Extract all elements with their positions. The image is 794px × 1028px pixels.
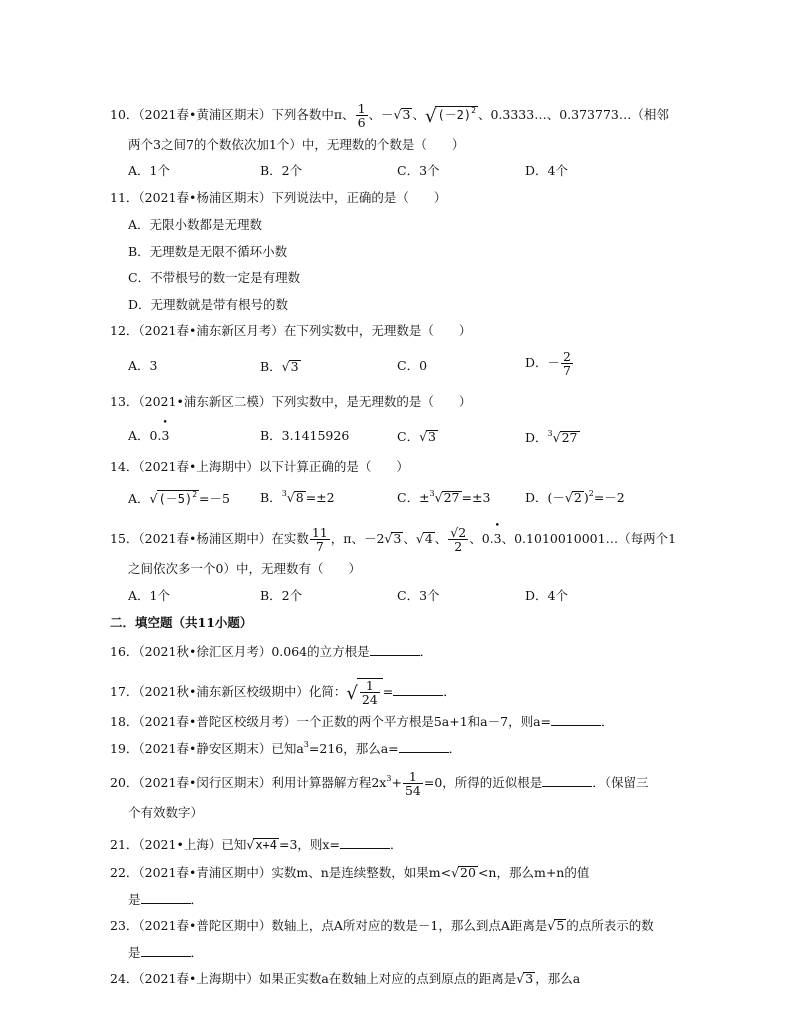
question-source: （2021春•闵行区期末） <box>138 775 272 791</box>
option-d: D．4个 <box>525 588 568 603</box>
answer-blank <box>141 945 191 957</box>
question-17: 17．（2021秋•浦东新区校级期中）化简：√ $\frac{1}{24}$ = ． <box>110 678 456 708</box>
question-15: 15．（2021春•杨浦区期中）在实数 $\frac{11}{7}$ ，π、－2√3 、√4 、 $\frac{√2}{2}$ 、0.• 3、0.1010010001…（每两个1 <box>110 526 676 553</box>
question-11 <box>110 192 446 205</box>
question-source: （2021春•普陀区校级月考） <box>138 714 297 729</box>
question-stem: 下列实数中，是无理数的是（ ） <box>271 394 472 409</box>
option-c: C．3个 <box>397 163 440 178</box>
question-23: 23．（2021春•普陀区期中）数轴上，点A所对应的数是－1，那么到点A距离是√5 的点所表示的数 <box>110 918 654 933</box>
question-24: 24．（2021春•上海期中）如果正实数a在数轴上对应的点到原点的距离是√3 ，那么a <box>110 971 581 986</box>
option-c: C．不带根号的数一定是有理数 <box>128 270 301 285</box>
question-16: 16．（2021秋•徐汇区月考）0.064的立方根是 ． <box>110 644 433 659</box>
option-d: D．4个 <box>525 163 568 178</box>
option-d: D．$^3$√27 <box>525 429 578 445</box>
question-18: 18．（2021春•普陀区校级月考）一个正数的两个平方根是5a+1和a－7，则a= ． <box>110 714 614 729</box>
question-10: 10．（2021春•黄浦区期末）下列各数中π、 $\frac{1}{6}$ 、－√3 、$√(-2)^2$ 、0.3333…、0.373773…（相邻 <box>110 101 669 131</box>
question-number: 11． <box>110 190 139 205</box>
question-number: 10． <box>110 107 139 123</box>
option-b: B．2个 <box>260 163 303 178</box>
option-c: C．±$^3$√27 =±3 <box>397 489 491 505</box>
option-c: C．3个 <box>397 588 440 603</box>
question-source: （2021秋•徐汇区月考） <box>138 644 272 659</box>
option-a: A．1个 <box>128 588 170 603</box>
section-heading: 二．填空题（共11小题） <box>110 615 253 630</box>
option-c: C．√3 <box>397 429 436 444</box>
question-number: 13． <box>110 394 139 409</box>
fraction: $\frac{√2}{2}$ <box>450 525 467 555</box>
radical: －√ <box>381 107 402 123</box>
question-source: （2021春•静安区期末） <box>138 741 272 756</box>
question-20-line2: 个有效数字） <box>128 805 204 820</box>
question-22: 22．（2021春•青浦区期中）实数m、n是连续整数，如果m<√20 <n，那么m+n的值 <box>110 865 590 880</box>
answer-blank <box>141 892 191 904</box>
question-source: （2021•浦东新区二模） <box>138 394 272 409</box>
question-source: （2021秋•浦东新区校级期中） <box>138 684 309 700</box>
option-b: B．2个 <box>260 588 303 603</box>
question-source: （2021春•浦东新区月考） <box>138 323 284 338</box>
fraction: $\frac{1}{6}$ <box>357 101 366 131</box>
question-source: （2021春•杨浦区期末） <box>138 190 272 205</box>
option-c: C．0 <box>397 358 428 373</box>
question-source: （2021春•杨浦区期中） <box>138 531 272 547</box>
question-23-line2: 是 ． <box>128 945 204 960</box>
question-15-line2: 之间依次多一个0）中，无理数有（ ） <box>128 561 361 576</box>
option-d: D．(－√2 )$^2$=－2 <box>525 489 625 505</box>
option-a: A．无限小数都是无理数 <box>128 217 263 232</box>
question-source: （2021•上海） <box>138 837 222 852</box>
answer-blank <box>542 775 592 787</box>
radicand: 3 <box>402 107 411 123</box>
question-14 <box>110 461 409 474</box>
option-b: B．3.1415926 <box>260 428 350 443</box>
answer-blank <box>399 741 449 753</box>
option-b: B．√3 <box>260 359 299 374</box>
option-a: A．1个 <box>128 163 170 178</box>
question-number: 12． <box>110 323 139 338</box>
question-source: （2021春•青浦区期中） <box>138 865 272 880</box>
option-d: D．－ $\frac{2}{7}$ <box>525 349 571 379</box>
question-source: （2021春•黄浦区期末） <box>138 107 272 123</box>
question-21: 21．（2021•上海）已知√x+4 =3，则x= ． <box>110 837 403 852</box>
question-12 <box>110 325 471 338</box>
question-13 <box>110 396 471 409</box>
question-stem: 下列说法中，正确的是（ ） <box>271 190 447 205</box>
radicand: $(-2)^2$ <box>437 106 476 123</box>
answer-blank <box>340 837 390 849</box>
question-source: （2021春•上海期中） <box>138 971 259 986</box>
question-source: （2021春•普陀区期中） <box>138 918 272 933</box>
question-stem: 下列各数中π、 <box>271 107 355 123</box>
option-b: B．$^3$√8 =±2 <box>260 489 335 505</box>
option-a: A．3 <box>128 358 158 373</box>
answer-blank <box>393 684 443 696</box>
question-22-line2: 是 ． <box>128 892 204 907</box>
question-stem: 以下计算正确的是（ ） <box>258 459 409 474</box>
question-20: 20．（2021春•闵行区期末）利用计算器解方程$2x^3+$ $\frac{1}{54}$ =0，所得的近似根是 ．（保留三 <box>110 769 649 799</box>
question-stem: 在下列实数中，无理数是（ ） <box>283 323 472 338</box>
answer-blank <box>370 644 420 656</box>
question-19: 19．（2021春•静安区期末）已知$a^3=216$，那么a= ． <box>110 740 462 756</box>
answer-blank <box>551 714 601 726</box>
option-a: A．0.• 3 <box>128 430 169 443</box>
option-a: A．$√(-5)^2 =-5$ <box>128 490 230 506</box>
option-b: B．无理数是无限不循环小数 <box>128 244 288 259</box>
question-number: 15． <box>110 531 139 547</box>
question-10-line2: 两个3之间7的个数依次加1个）中，无理数的个数是（ ） <box>128 137 465 152</box>
question-number: 14． <box>110 459 139 474</box>
option-d: D．无理数就是带有根号的数 <box>128 297 289 312</box>
question-source: （2021春•上海期中） <box>138 459 259 474</box>
radical-sign: √ <box>424 106 437 128</box>
fraction: $\frac{11}{7}$ <box>311 525 328 555</box>
